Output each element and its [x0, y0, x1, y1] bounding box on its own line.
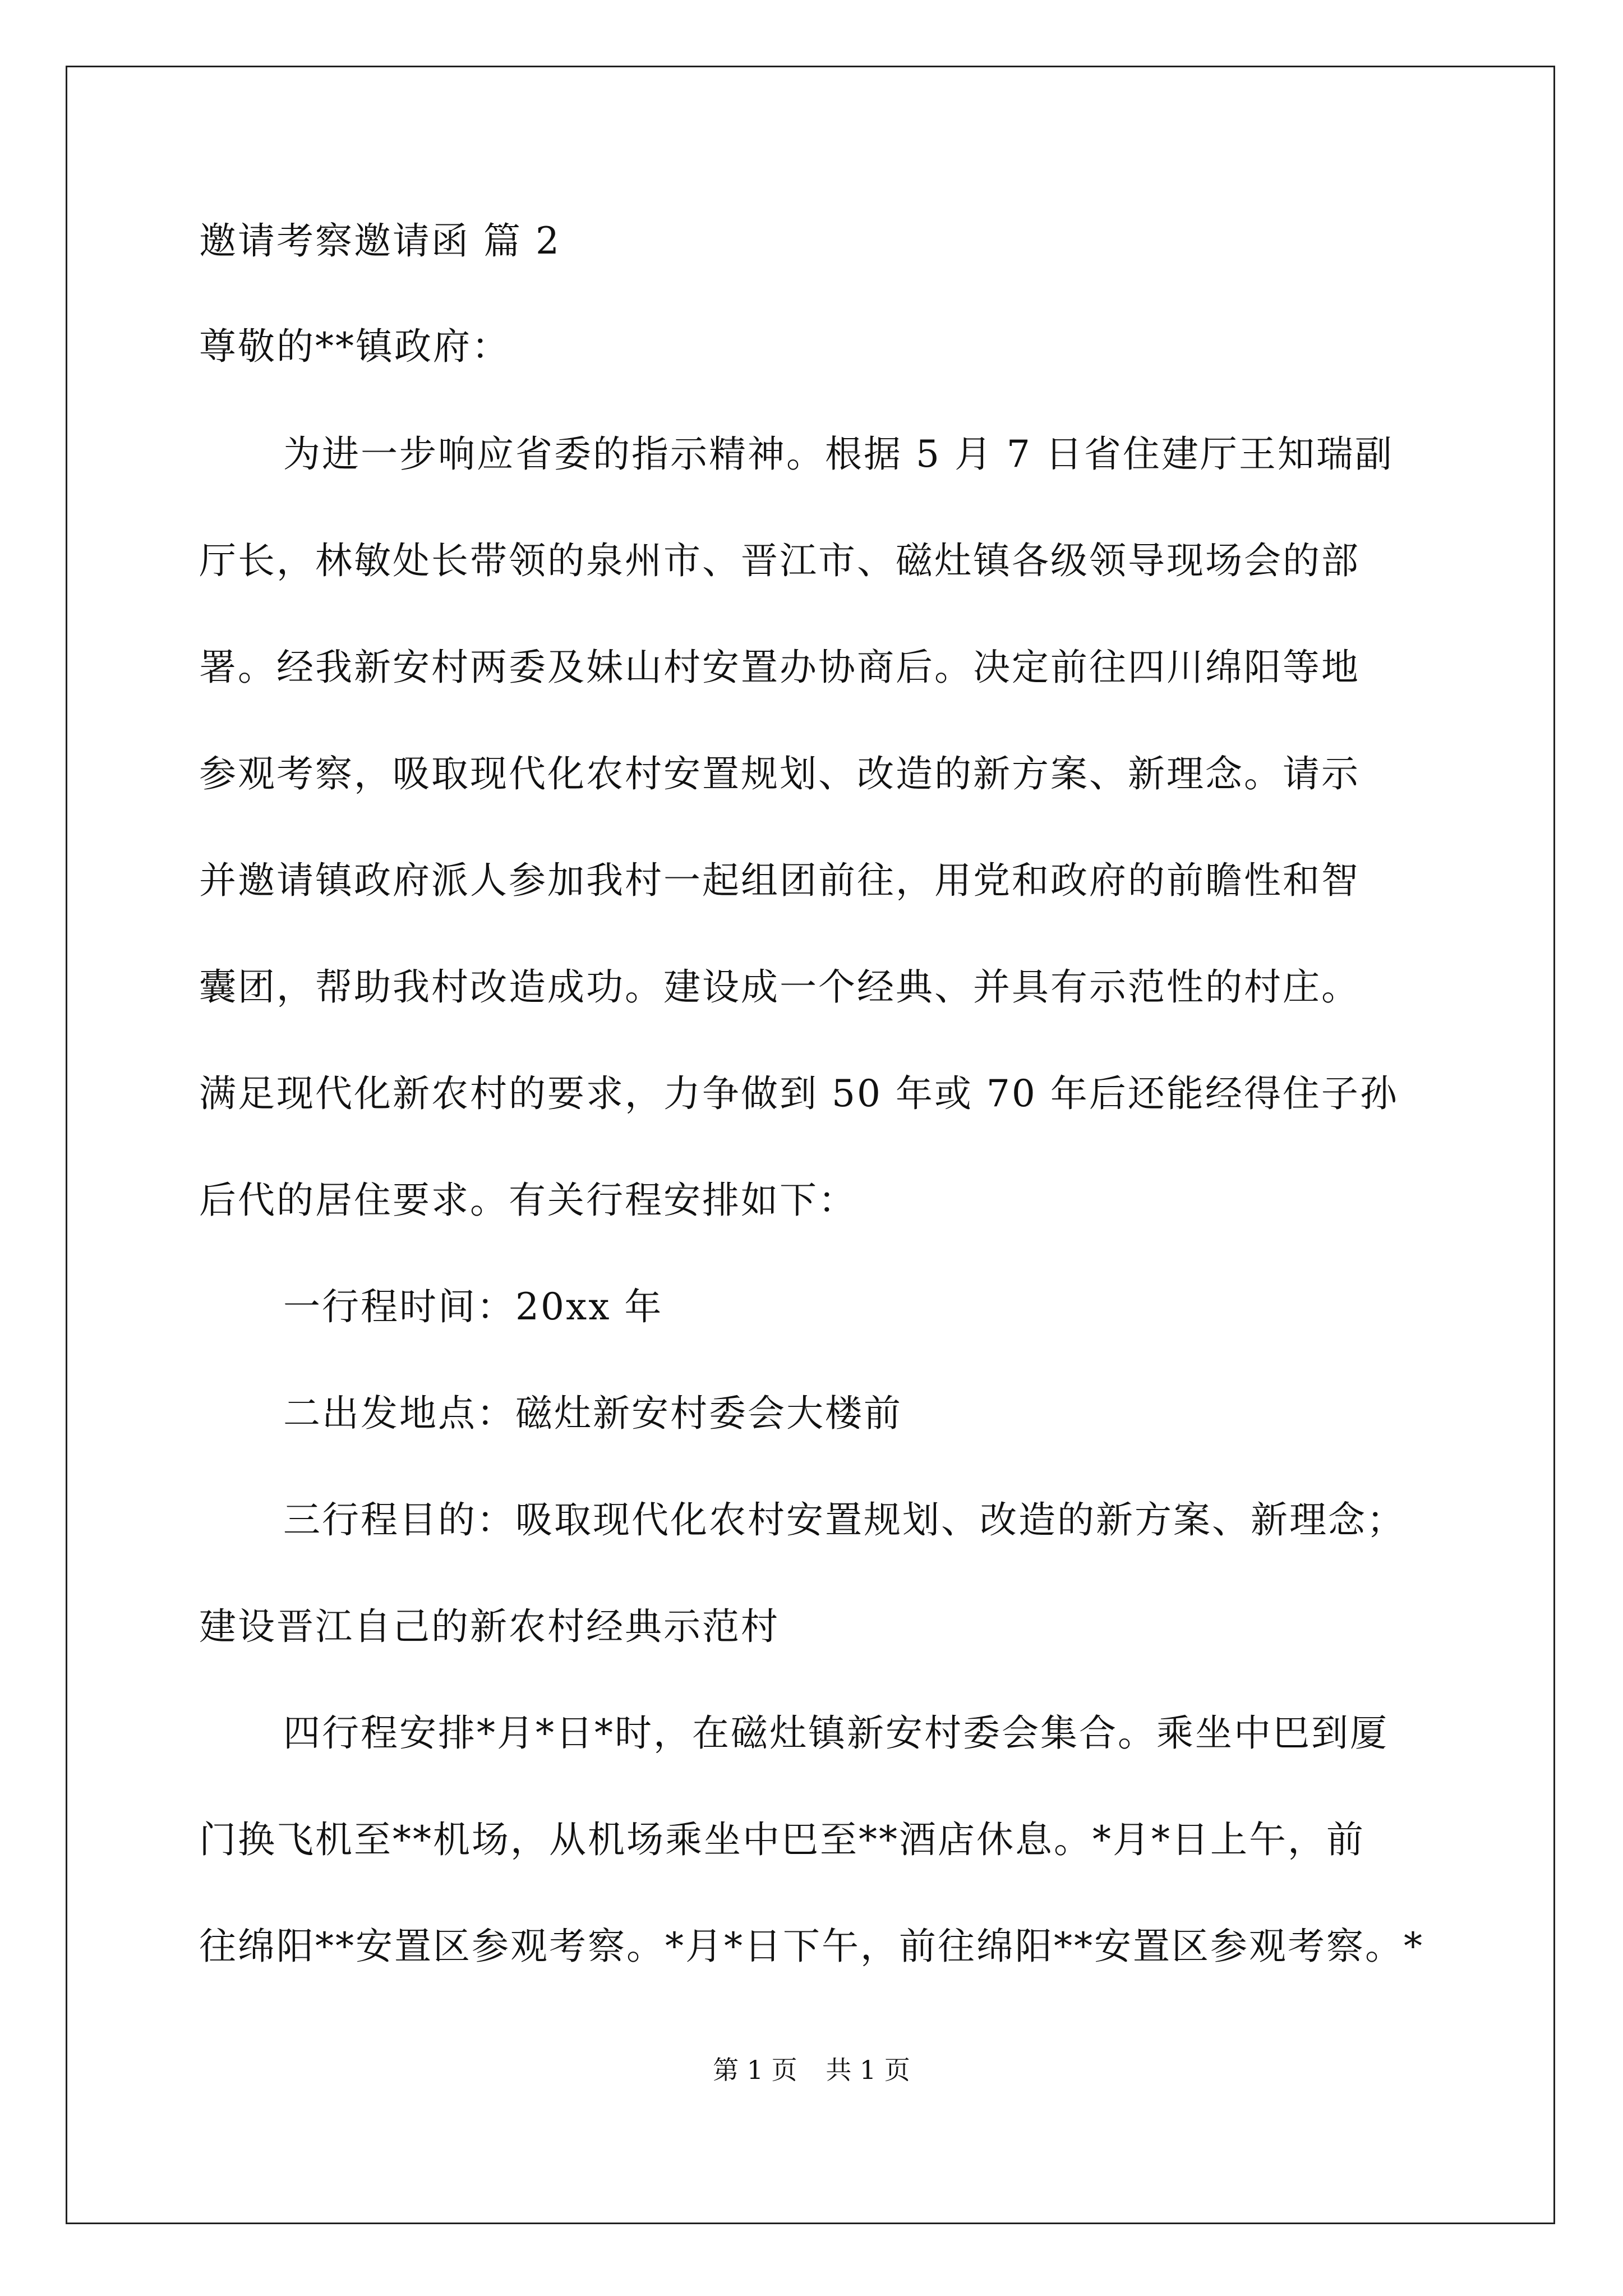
- page-number: 第 1 页: [713, 2055, 797, 2085]
- body-line: 署。经我新安村两委及妹山村安置办协商后。决定前往四川绵阳等地: [199, 646, 1360, 689]
- body-line: 建设晋江自己的新农村经典示范村: [199, 1605, 780, 1648]
- itinerary-purpose: 三行程目的：吸取现代化农村安置规划、改造的新方案、新理念；: [283, 1498, 1405, 1542]
- body-line: 囊团，帮助我村改造成功。建设成一个经典、并具有示范性的村庄。: [199, 965, 1360, 1009]
- body-line: 参观考察，吸取现代化农村安置规划、改造的新方案、新理念。请示: [199, 752, 1360, 795]
- page-footer: [0, 2053, 1623, 2087]
- body-line: 满足现代化新农村的要求，力争做到 50 年或 70 年后还能经得住子孙: [199, 1072, 1399, 1115]
- body-line: 并邀请镇政府派人参加我村一起组团前往，用党和政府的前瞻性和智: [199, 859, 1360, 902]
- itinerary-departure: 二出发地点：磁灶新安村委会大楼前: [283, 1392, 902, 1435]
- itinerary-schedule: 四行程安排*月*日*时，在磁灶镇新安村委会集合。乘坐中巴到厦: [283, 1711, 1389, 1755]
- body-line: 往绵阳**安置区参观考察。*月*日下午，前往绵阳**安置区参观考察。*: [199, 1925, 1424, 1968]
- itinerary-time: 一行程时间：20xx 年: [283, 1285, 663, 1328]
- page-border: [66, 66, 1555, 2224]
- page-total: 共 1 页: [826, 2055, 910, 2085]
- body-line: 为进一步响应省委的指示精神。根据 5 月 7 日省住建厅王知瑞副: [283, 432, 1394, 476]
- document-heading: 邀请考察邀请函 篇 2: [199, 219, 561, 263]
- body-line: 门换飞机至**机场，从机场乘坐中巴至**酒店休息。*月*日上午，前: [199, 1818, 1365, 1861]
- body-line: 厅长，林敏处长带领的泉州市、晋江市、磁灶镇各级领导现场会的部: [199, 539, 1360, 582]
- body-line: 后代的居住要求。有关行程安排如下：: [199, 1179, 857, 1222]
- salutation: 尊敬的**镇政府：: [199, 325, 510, 368]
